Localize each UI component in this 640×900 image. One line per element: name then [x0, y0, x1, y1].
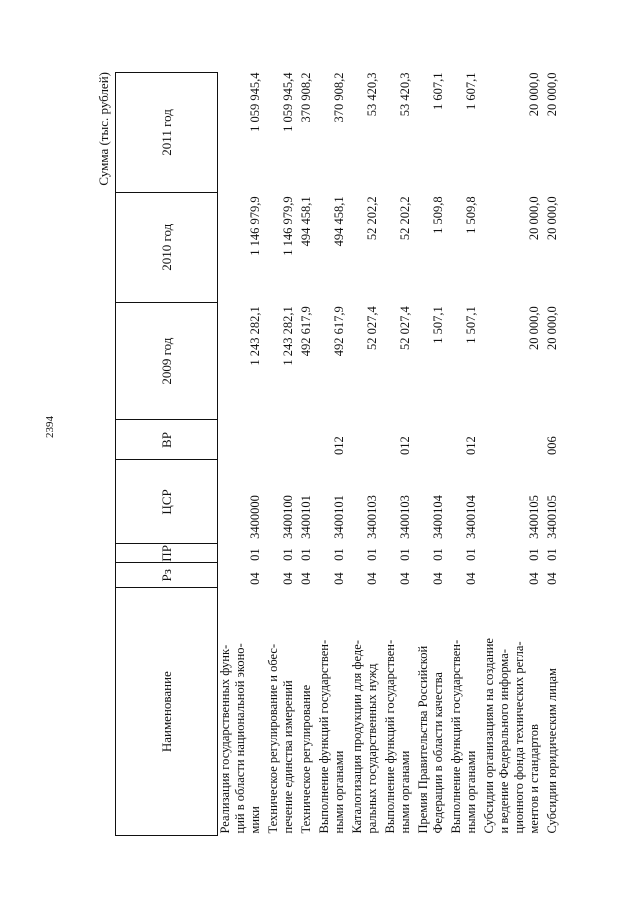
cell-pr: 01: [398, 548, 412, 561]
cell-2009: 20 000,0: [545, 306, 559, 350]
cell-pr: 01: [281, 548, 295, 561]
cell-2010: 52 202,2: [398, 196, 412, 241]
table-row: [218, 73, 267, 836]
header-csr: ЦСР: [116, 460, 218, 544]
cell-rz: 04: [299, 572, 313, 585]
table-row: [299, 73, 317, 836]
cell-2009: 1 243 282,1: [281, 306, 295, 366]
cell-name: Выполнение функций государствен- ными органами: [449, 639, 478, 834]
table-row: [416, 73, 449, 836]
table-row: [350, 73, 383, 836]
cell-vr: 012: [464, 436, 478, 455]
cell-name: Техническое регулирование и обес- печение единства измерений: [266, 643, 295, 834]
cell-vr: [299, 420, 317, 460]
table-header-row: [116, 73, 218, 836]
cell-vr: 012: [332, 436, 346, 455]
cell-name: Реализация государственных функ- ций в области национальной эконо- мики: [218, 643, 262, 834]
cell-name: Выполнение функций государствен- ными органами: [317, 639, 346, 834]
cell-2010: 1 509,8: [431, 196, 445, 234]
cell-2009: 1 507,1: [464, 306, 478, 344]
header-name: Наименование: [116, 588, 218, 836]
cell-name: Премия Правительства Российской Федерации в области качества: [416, 645, 445, 834]
table-row: [317, 73, 350, 836]
cell-csr: 3400000: [248, 495, 262, 539]
cell-vr: 006: [545, 436, 559, 455]
cell-rz: 04: [281, 572, 295, 585]
cell-2010: 1 146 979,9: [248, 196, 262, 256]
cell-vr: [218, 420, 267, 460]
cell-2011: 1 059 945,4: [248, 72, 262, 132]
budget-table: [115, 72, 563, 836]
cell-2009: 1 243 282,1: [248, 306, 262, 366]
cell-2009: 20 000,0: [527, 306, 541, 350]
cell-name: Выполнение функций государствен- ными органами: [383, 639, 412, 834]
cell-2009: 492 617,9: [299, 306, 313, 357]
cell-2011: 1 607,1: [431, 72, 445, 110]
cell-2009: 492 617,9: [332, 306, 346, 357]
cell-csr: 3400103: [365, 495, 379, 539]
cell-2010: 1 509,8: [464, 196, 478, 234]
header-rz: Рз: [116, 563, 218, 588]
cell-pr: 01: [527, 548, 541, 561]
cell-2011: 1 607,1: [464, 72, 478, 110]
cell-csr: 3400103: [398, 495, 412, 539]
cell-vr: [266, 420, 299, 460]
page-number: 2394: [44, 416, 56, 438]
cell-csr: 3400104: [431, 495, 445, 539]
cell-2010: 20 000,0: [545, 196, 559, 241]
cell-pr: 01: [365, 548, 379, 561]
cell-2010: 1 146 979,9: [281, 196, 295, 256]
cell-2011: 370 908,2: [299, 72, 313, 123]
cell-pr: 01: [299, 548, 313, 561]
cell-csr: 3400100: [281, 495, 295, 539]
cell-2011: 370 908,2: [332, 72, 346, 123]
cell-rz: 04: [248, 572, 262, 585]
cell-csr: 3400105: [527, 495, 541, 539]
cell-rz: 04: [398, 572, 412, 585]
cell-2011: 53 420,3: [365, 72, 379, 117]
cell-2011: 53 420,3: [398, 72, 412, 117]
cell-vr: [416, 420, 449, 460]
cell-pr: 01: [464, 548, 478, 561]
cell-pr: 01: [431, 548, 445, 561]
cell-rz: 04: [527, 572, 541, 585]
budget-sheet: [81, 72, 590, 836]
cell-2009: 52 027,4: [365, 306, 379, 350]
cell-csr: 3400101: [299, 495, 313, 539]
header-vr: ВР: [116, 420, 218, 460]
cell-rz: 04: [464, 572, 478, 585]
table-row: [545, 73, 563, 836]
header-2010: 2010 год: [116, 192, 218, 302]
cell-2011: 20 000,0: [527, 72, 541, 117]
cell-name: Субсидии юридическим лицам: [545, 668, 559, 834]
cell-name: Каталогизация продукции для феде- ральных государственных нужд: [350, 640, 379, 834]
cell-2010: 494 458,1: [332, 196, 346, 247]
header-2011: 2011 год: [116, 73, 218, 193]
cell-2011: 1 059 945,4: [281, 72, 295, 132]
cell-pr: 01: [332, 548, 346, 561]
table-row: [449, 73, 482, 836]
cell-vr: [482, 420, 545, 460]
table-row: [266, 73, 299, 836]
cell-rz: 04: [365, 572, 379, 585]
cell-2011: 20 000,0: [545, 72, 559, 117]
cell-vr: [350, 420, 383, 460]
cell-name: Субсидии организациям на создание и ведение Федерального информа- ционного фонда технических регла- ментов и стандартов: [482, 638, 541, 834]
cell-rz: 04: [332, 572, 346, 585]
table-row: [482, 73, 545, 836]
cell-name: Техническое регулирование: [299, 684, 313, 834]
cell-csr: 3400101: [332, 495, 346, 539]
cell-vr: 012: [398, 436, 412, 455]
table-body: [218, 73, 564, 836]
cell-rz: 04: [431, 572, 445, 585]
units-caption: Сумма (тыс. рублей): [96, 72, 111, 186]
cell-2010: 52 202,2: [365, 196, 379, 241]
cell-2009: 52 027,4: [398, 306, 412, 350]
header-pr: ПР: [116, 544, 218, 563]
cell-pr: 01: [545, 548, 559, 561]
table-row: [383, 73, 416, 836]
cell-pr: 01: [248, 548, 262, 561]
cell-2009: 1 507,1: [431, 306, 445, 344]
cell-2010: 494 458,1: [299, 196, 313, 247]
cell-csr: 3400104: [464, 495, 478, 539]
cell-csr: 3400105: [545, 495, 559, 539]
cell-rz: 04: [545, 572, 559, 585]
header-2009: 2009 год: [116, 302, 218, 420]
cell-2010: 20 000,0: [527, 196, 541, 241]
